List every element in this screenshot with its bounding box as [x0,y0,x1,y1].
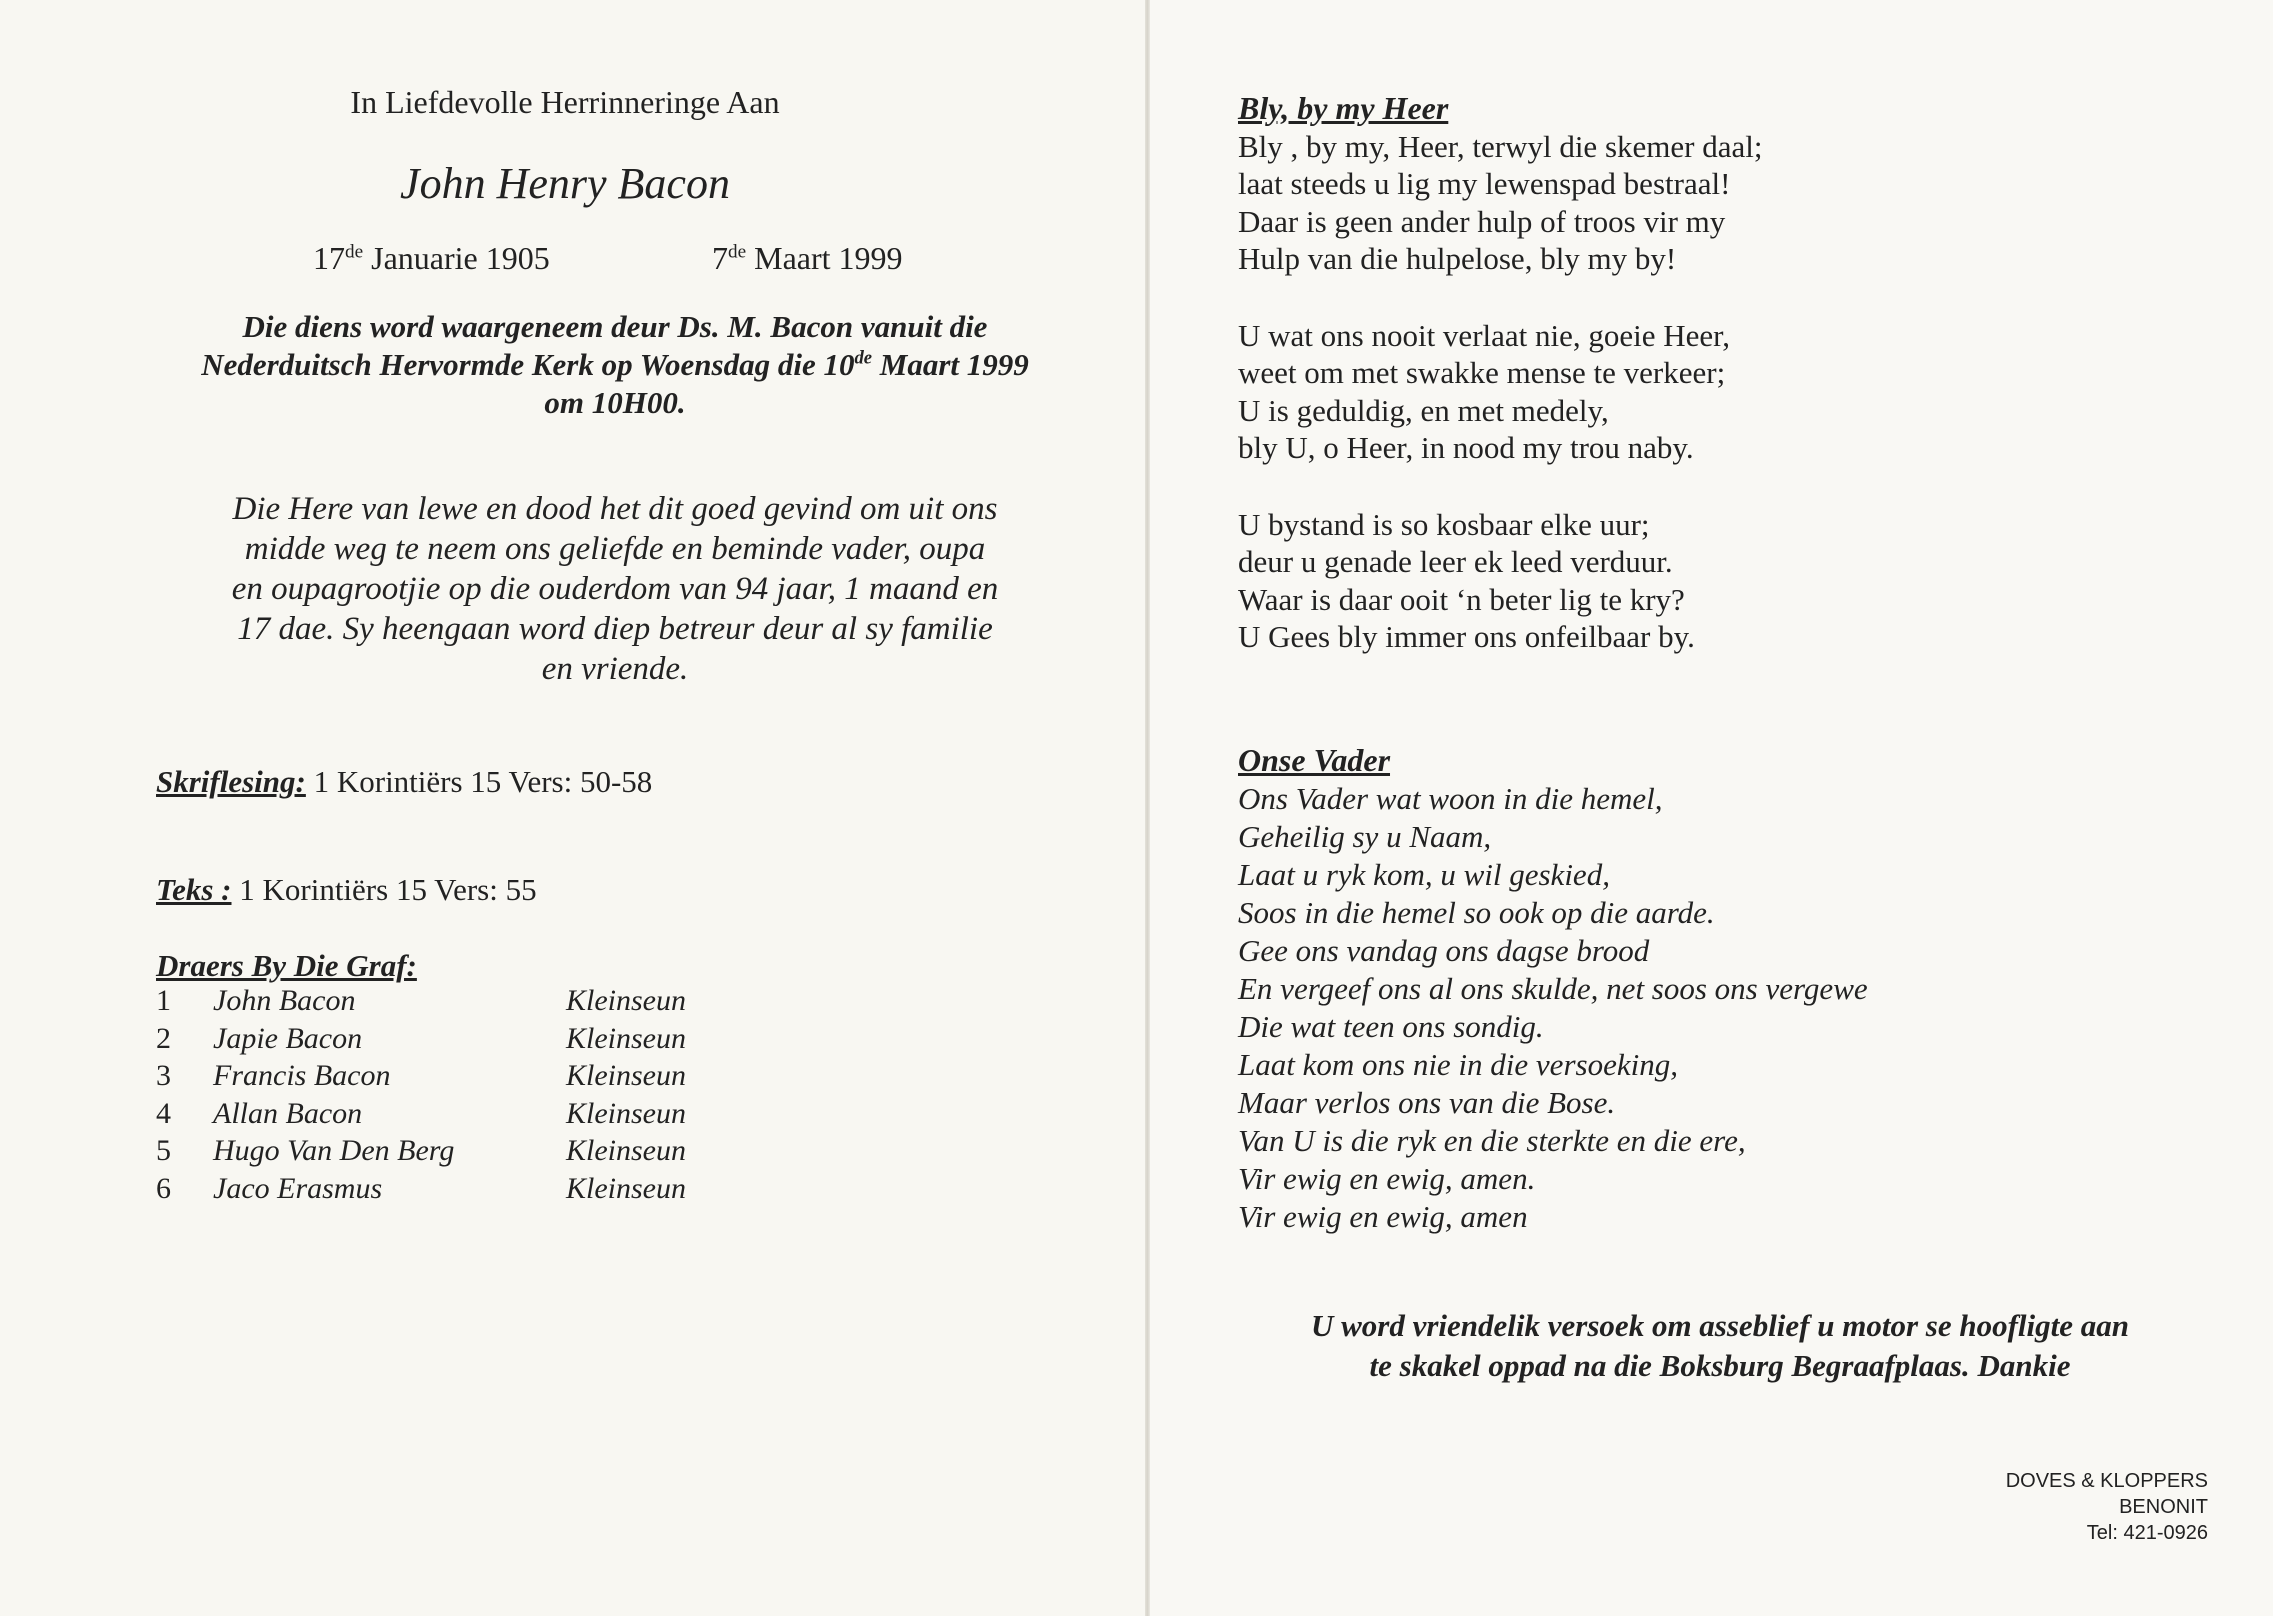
funeral-home-name: DOVES & KLOPPERS [2005,1470,2208,1492]
eulogy-line: midde weg te neem ons geliefde en beminde vader, oupa [244,531,986,567]
scripture-reading [156,764,652,800]
hymn-line: U Gees bly immer ons onfeilbaar by. [1238,619,1695,654]
hymn-line: Bly , by my, Heer, terwyl die skemer daal; [1238,128,1763,164]
service-line: Die diens word waargeneem deur Ds. M. Bacon vanuit die [242,309,988,344]
scripture-reading-value: 1 Korintiërs 15 Vers: 50-58 [305,764,653,799]
headlights-notice [1170,1306,2270,1386]
hymn-line: deur u genade leer ek leed verduur. [1238,544,1673,579]
prayer-line: Maar verlos ons van die Bose. [1238,1085,1616,1120]
hymn-line: U wat ons nooit verlaat nie, goeie Heer, [1238,317,1731,353]
service-details [100,308,1130,422]
prayer-line: Die wat teen ons sondig. [1238,1009,1544,1044]
left-page: In Liefdevolle Herrinneringe Aan John Henry Bacon 17de Januarie 1905 7de Maart 1999 Die diens word waargeneem deur Ds. M. Bacon vanuit die Nederduitsch Hervormde Kerk op Woensdag die 10de Maart 1999 om 10H00. Die Here van lewe en dood het dit goed gevind om uit ons midde weg te neem ons geliefde en beminde vader, oupa en oupagrootjie op die ouderdom van 94 jaar, 1 maand en 17 dae. Sy heengaan word diep betreur deur al sy familie en vriende. Skriflesing: 1 Korintiërs 15 Vers: 50-58 Teks : 1 Korintiërs 15 Vers: 55 Draers By Die Graf: 1 John Bacon Kleinseun 2 Japie Bacon Kleinseun 3 Francis Bacon Kleinseun 4 Allan Bacon Kleinseun 5 Hugo Van Den Berg Kleinseun 6 Jaco Erasmus Kleinseun [0,0,1145,1616]
funeral-home-footer [2006,1468,2208,1546]
prayer-title: Onse Vader [1238,742,1391,778]
memorial-heading: In Liefdevolle Herrinneringe Aan [350,84,780,120]
hymn-line: U bystand is so kosbaar elke uur; [1238,506,1650,542]
scripture-reading-label: Skriflesing: [156,764,306,799]
hymn-line: Hulp van die hulpelose, bly my by! [1238,241,1677,276]
eulogy [100,489,1130,689]
prayer-line: Laat u ryk kom, u wil geskied, [1238,857,1610,892]
eulogy-line: en oupagrootjie op die ouderdom van 94 jaar, 1 maand en [231,571,999,607]
hymn-line: Daar is geen ander hulp of troos vir my [1238,203,1726,239]
hymn-line: weet om met swakke mense te verkeer; [1238,355,1726,390]
prayer-line: Gee ons vandag ons dagse brood [1238,933,1650,968]
deceased-name: John Henry Bacon [400,159,730,208]
notice-line: U word vriendelik versoek om asseblief u motor se hoofligte aan [1310,1308,2130,1343]
prayer-line: Geheilig sy u Naam, [1238,819,1492,854]
notice-line: te skakel oppad na die Boksburg Begraafplaas. Dankie [1369,1348,2071,1383]
prayer-line: Vir ewig en ewig, amen. [1238,1161,1536,1196]
hymn-title: Bly, by my Heer [1238,90,1449,126]
prayer-line: Ons Vader wat woon in die hemel, [1238,781,1663,816]
eulogy-line: Die Here van lewe en dood het dit goed gevind om uit ons [232,491,998,527]
hymn-line: bly U, o Heer, in nood my trou naby. [1238,430,1694,465]
sermon-text [156,872,537,908]
lords-prayer [1238,780,1868,1236]
prayer-line: Vir ewig en ewig, amen [1238,1199,1528,1234]
hymn [1238,90,1762,656]
sermon-text-label: Teks : [156,872,232,907]
hymn-line: U is geduldig, en met medely, [1238,392,1609,428]
birth-date: 17de Januarie 1905 [313,240,550,276]
pallbearers-title: Draers By Die Graf: [156,948,417,983]
hymn-stanza [1238,317,1762,467]
funeral-home-phone: Tel: 421-0926 [2086,1522,2208,1544]
right-page [1150,0,2273,1616]
prayer-line: En vergeef ons al ons skulde, net soos ons vergewe [1238,971,1868,1006]
eulogy-line: 17 dae. Sy heengaan word diep betreur deur al sy familie [237,611,993,647]
eulogy-line: en vriende. [541,651,689,687]
funeral-home-branch: BENONIT [2119,1496,2208,1518]
hymn-stanza [1238,128,1762,278]
service-line: om 10H00. [544,385,686,420]
sermon-text-value: 1 Korintiërs 15 Vers: 55 [231,872,537,907]
hymn-stanza [1238,506,1762,656]
service-line: Nederduitsch Hervormde Kerk op Woensdag die 10de Maart 1999 [201,347,1029,382]
prayer-line: Soos in die hemel so ook op die aarde. [1238,895,1715,930]
prayer-line: Van U is die ryk en die sterkte en die ere, [1238,1123,1746,1158]
prayer-line: Laat kom ons nie in die versoeking, [1238,1047,1678,1082]
death-date: 7de Maart 1999 [712,240,903,276]
hymn-line: Waar is daar ooit ‘n beter lig te kry? [1238,581,1685,617]
hymn-line: laat steeds u lig my lewenspad bestraal! [1238,166,1731,201]
